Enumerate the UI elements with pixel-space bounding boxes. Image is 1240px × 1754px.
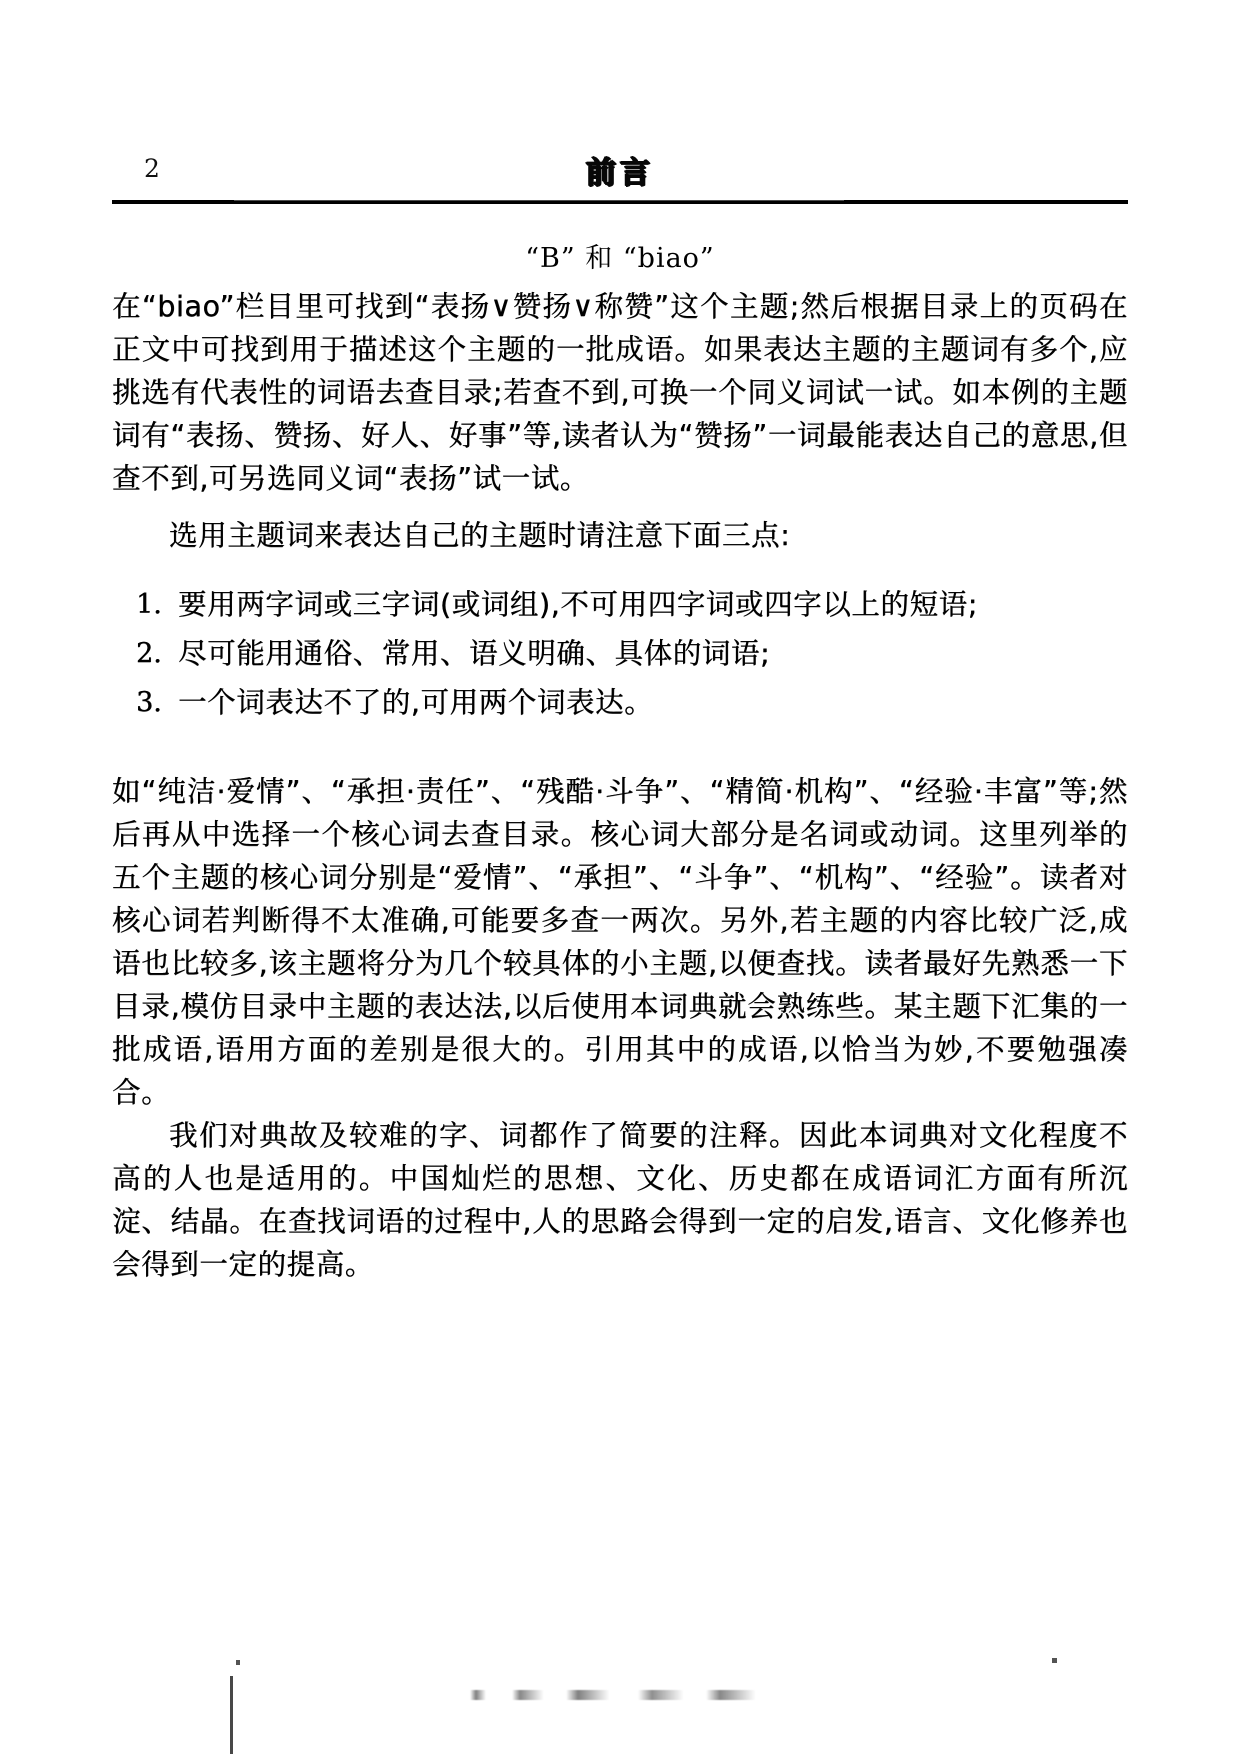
- page-number: 2: [144, 154, 160, 183]
- scan-artifact-tick-right: [1052, 1658, 1057, 1663]
- list-item-number: 3.: [136, 687, 162, 718]
- section-title: “B” 和 “biao”: [525, 243, 715, 274]
- list-item-number: 2.: [136, 638, 162, 669]
- page-header: [112, 150, 1128, 196]
- paragraph-three-points-lead: 选用主题词来表达自己的主题时请注意下面三点:: [169, 519, 791, 552]
- list-item: [112, 583, 1128, 626]
- paragraph-core-word: 如“纯洁·爱情”、“承担·责任”、“残酷·斗争”、“精简·机构”、“经验·丰富”等;然后再从中选择一个核心词去查目录。核心词大部分是名词或动词。这里列举的五个主题的核心词分别是“爱情”、“承担”、“斗争”、“机构”、“经验”。读者对核心词若判断得不太准确,可能要多查一两次。另外,若主题的内容比较广泛,成语也比较多,该主题将分为几个较具体的小主题,以便查找。读者最好先熟悉一下目录,模仿目录中主题的表达法,以后使用本词典就会熟练些。某主题下汇集的一批成语,语用方面的差别是很大的。引用其中的成语,以恰当为妙,不要勉强凑合。: [112, 775, 1128, 1109]
- header-divider-rule: [112, 200, 1128, 204]
- paragraph-annotation: 我们对典故及较难的字、词都作了简要的注释。因此本词典对文化程度不高的人也是适用的。中国灿烂的思想、文化、历史都在成语词汇方面有所沉淀、结晶。在查找词语的过程中,人的思路会得到一定的启发,语言、文化修养也会得到一定的提高。: [112, 1119, 1128, 1281]
- scan-artifact-vertical-line: [230, 1676, 233, 1754]
- spacer: [112, 557, 1128, 583]
- list-item: [112, 681, 1128, 724]
- paragraph-intro: 在“biao”栏目里可找到“表扬∨赞扬∨称赞”这个主题;然后根据目录上的页码在正文中可找到用于描述这个主题的一批成语。如果表达主题的主题词有多个,应挑选有代表性的词语去查目录;若查不到,可换一个同义词试一试。如本例的主题词有“表扬、赞扬、好人、好事”等,读者认为“赞扬”一词最能表达自己的意思,但查不到,可另选同义词“表扬”试一试。: [112, 290, 1128, 495]
- list-item-text: 尽可能用通俗、常用、语义明确、具体的词语;: [178, 637, 771, 670]
- spacer: [112, 730, 1128, 770]
- scan-artifact-bottom-smudge: [470, 1690, 770, 1700]
- body-column: [112, 222, 1128, 1286]
- spacer: [112, 500, 1128, 514]
- list-item-text: 要用两字词或三字词(或词组),不可用四字词或四字以上的短语;: [178, 588, 978, 621]
- list-item: [112, 632, 1128, 675]
- guidelines-list: [112, 583, 1128, 724]
- running-head: 前言: [586, 156, 654, 191]
- list-item-number: 1.: [136, 589, 162, 620]
- scan-artifact-tick-left: [236, 1660, 240, 1665]
- list-item-text: 一个词表达不了的,可用两个词表达。: [178, 686, 654, 719]
